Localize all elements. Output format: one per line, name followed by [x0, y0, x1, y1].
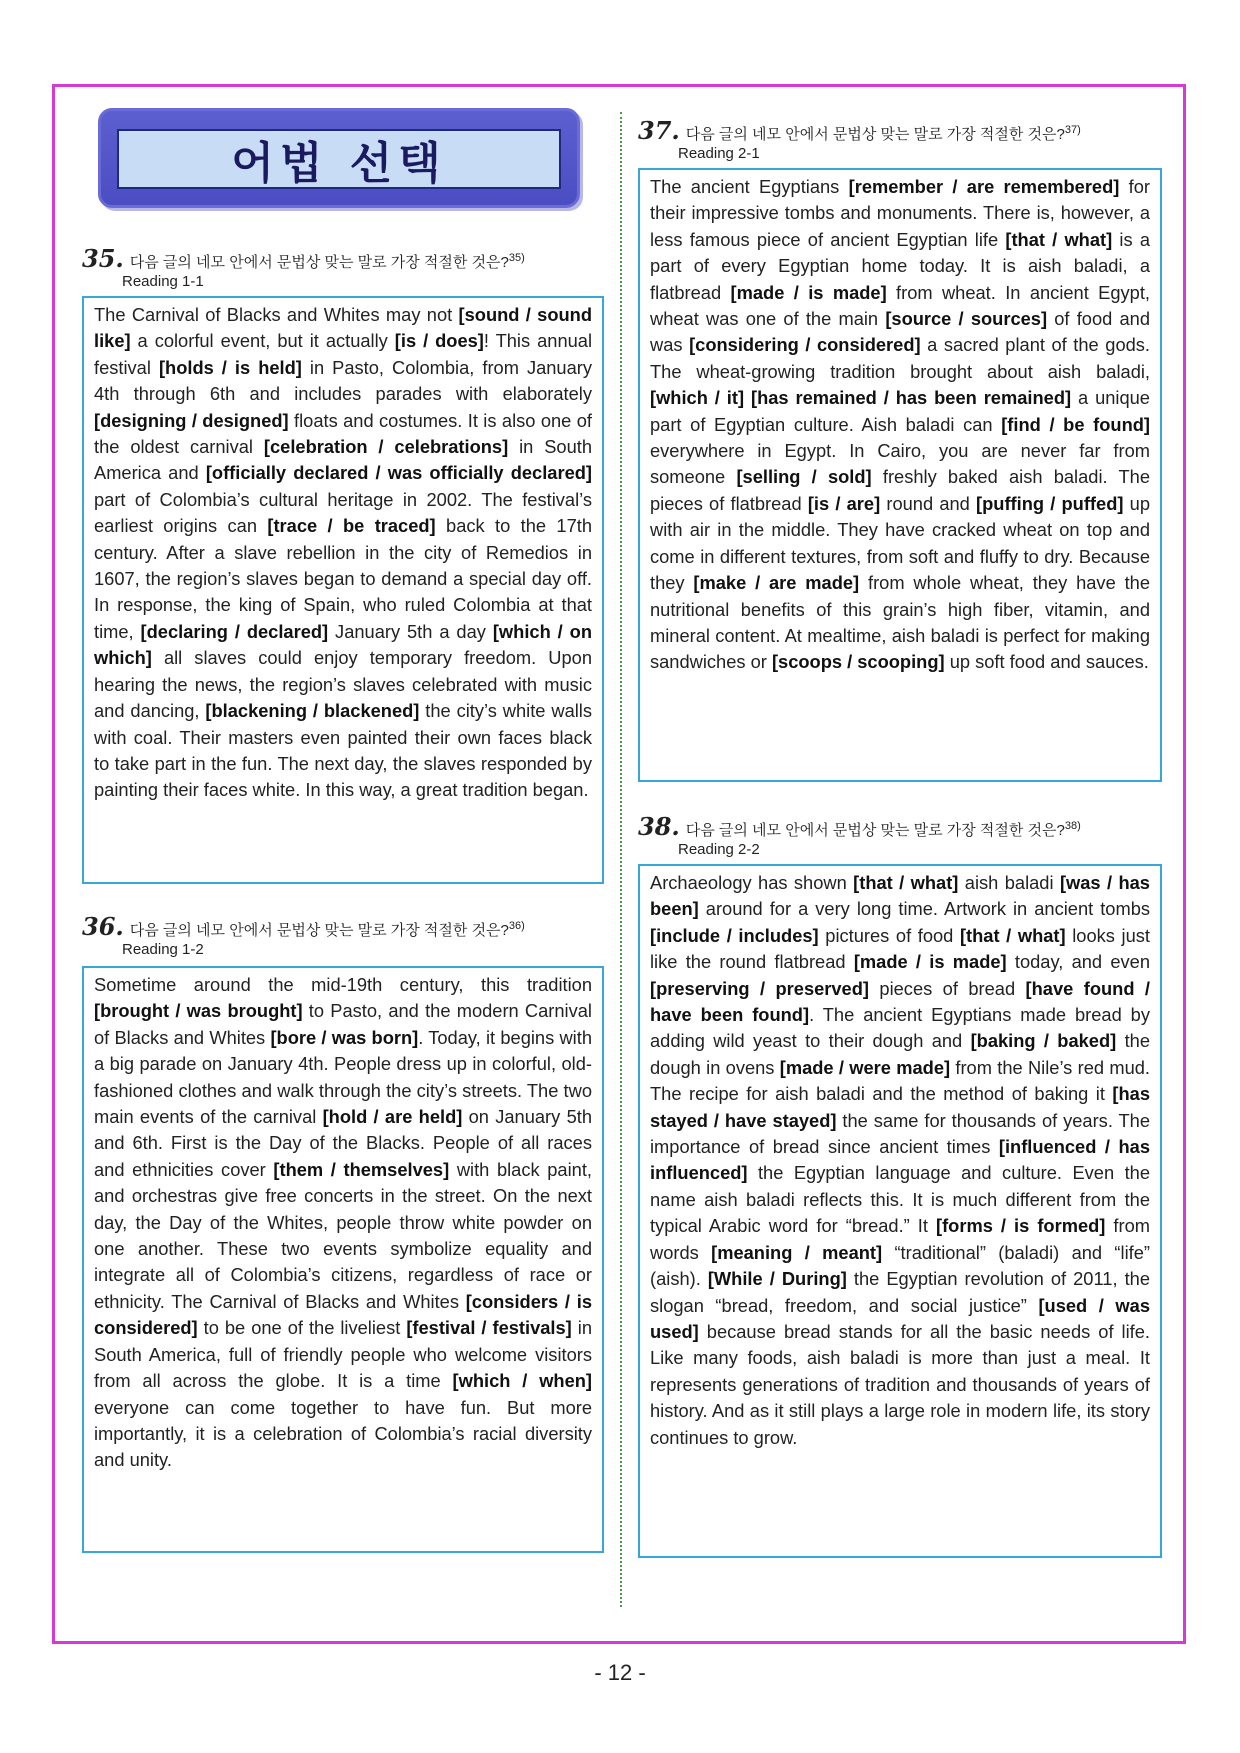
passage-text: on January 5th and 6th. First is the Day of the Blacks. People of all races and ethnicities cover [94, 1106, 592, 1180]
grammar-choice: [find / be found] [1001, 413, 1150, 435]
passage-text: part of Colombia’s cultural heritage in 2002. The festival’s earliest origins can [94, 488, 592, 537]
grammar-choice: [holds / is held] [158, 356, 302, 378]
grammar-choice: [festival / festivals] [406, 1317, 572, 1339]
grammar-choice: [that / what] [1005, 228, 1113, 250]
passage-text: a colorful event, but it actually [130, 330, 395, 352]
grammar-choice: [has stayed / have stayed] [650, 1083, 1150, 1131]
footnote-marker: 36) [508, 920, 525, 932]
grammar-choice: [bore / was born] [270, 1026, 419, 1048]
grammar-choice: [influenced / has influenced] [650, 1136, 1150, 1184]
question-instruction: 다음 글의 네모 안에서 문법상 맞는 말로 가장 적절한 것은? [129, 922, 509, 939]
passage-text: from whole wheat, they have the nutritional benefits of this grain’s high fiber, vitamin, and mineral content. At mealtime, aish baladi is perfect for making sandwiches or [650, 572, 1150, 673]
grammar-choice: [puffing / puffed] [976, 492, 1124, 514]
grammar-choice: [was / has been] [650, 872, 1150, 920]
question-number: 36. [82, 912, 124, 941]
grammar-choice: [made / is made] [730, 281, 887, 303]
question-38-header [638, 812, 1081, 858]
grammar-choice: [is / does] [394, 330, 484, 352]
page-number: - 12 - [594, 1660, 646, 1685]
passage-text: for their impressive tombs and monuments. There is, however, a less famous piece of ancient Egyptian life [650, 176, 1150, 250]
passage-text: The ancient Egyptians [650, 176, 849, 197]
passage-text: pieces of bread [868, 977, 1026, 999]
passage-text: of food and was [650, 308, 1150, 356]
grammar-choice: [considers / is considered] [94, 1290, 592, 1339]
passage-text: in South America and [94, 436, 593, 484]
grammar-choice: [that / what] [853, 872, 959, 893]
reading-label: Reading 2-2 [678, 841, 760, 858]
passage-text: because bread stands for all the basic needs of life. Like many foods, aish baladi is more than just a meal. It represents generations of tradition and thousands of years of history. And as it still plays a large role in modern life, its story continues to grow. [650, 1320, 1150, 1448]
grammar-choice: [selling / sold] [736, 466, 872, 488]
grammar-choice: [which / on which] [94, 620, 592, 669]
question-35-header [82, 244, 525, 290]
grammar-choice: [meaning / meant] [711, 1241, 883, 1263]
section-title-box [98, 108, 580, 208]
passage-text: ! This annual festival [94, 330, 593, 378]
passage-text: in Pasto, Colombia, from January 4th through 6th and includes parades with elaborately [94, 356, 592, 405]
question-number: 37. [638, 116, 680, 145]
question-number: 38. [638, 812, 680, 841]
grammar-choice: [celebration / celebrations] [263, 436, 509, 458]
footnote-marker: 35) [508, 252, 525, 264]
passage-box-36 [82, 966, 604, 1553]
passage-text: the Egyptian revolution of 2011, the slogan “bread, freedom, and social justice” [650, 1268, 1150, 1316]
passage-text: the dough in ovens [650, 1030, 1150, 1078]
question-instruction: 다음 글의 네모 안에서 문법상 맞는 말로 가장 적절한 것은? [685, 822, 1065, 839]
column-divider [620, 112, 622, 1607]
passage-text: around for a very long time. Artwork in ancient tombs [698, 898, 1150, 920]
passage-text: all slaves could enjoy temporary freedom. Upon hearing the news, the region’s slaves celebrated with music and dancing, [94, 647, 592, 722]
grammar-choice: [blackening / blackened] [205, 700, 420, 722]
passage-text: aish baladi [958, 872, 1060, 893]
grammar-choice: [baking / baked] [970, 1030, 1117, 1052]
question-37-header [638, 116, 1081, 162]
passage-box-38 [638, 864, 1162, 1558]
passage-text: the same for thousands of years. The importance of bread since ancient times [650, 1109, 1151, 1158]
passage-text: The Carnival of Blacks and Whites may not [94, 304, 459, 325]
grammar-choice: [is / are] [807, 492, 881, 514]
passage-text: floats and costumes. It is also one of the oldest carnival [94, 409, 592, 458]
grammar-choice: [have found / have been found] [650, 977, 1150, 1026]
passage-text: is a part of every Egyptian home today. It is aish baladi, a flatbread [650, 228, 1150, 303]
grammar-choice: [preserving / preserved] [650, 977, 869, 999]
passage-text: January 5th a day [328, 620, 493, 642]
grammar-choice: [used / was used] [650, 1294, 1150, 1342]
passage-text: round and [880, 492, 977, 514]
grammar-choice: [remember / are remembered] [848, 176, 1120, 197]
grammar-choice: [made / were made] [779, 1056, 951, 1078]
grammar-choice: [make / are made] [693, 572, 860, 594]
grammar-choice: [While / During] [707, 1268, 847, 1290]
question-instruction: 다음 글의 네모 안에서 문법상 맞는 말로 가장 적절한 것은? [129, 254, 509, 271]
passage-text: everyone can come together to have fun. But more importantly, it is a celebration of Colombia’s racial diversity and unity. [94, 1396, 592, 1471]
grammar-choice: [brought / was brought] [94, 1000, 303, 1022]
grammar-choice: [source / sources] [885, 308, 1048, 330]
passage-text: the city’s white walls with coal. Their masters even painted their own faces black to take part in the fun. The next day, the slaves responded by painting their faces white. In this way, a great tradition began. [94, 700, 592, 801]
reading-label: Reading 1-2 [122, 941, 204, 958]
passage-text: freshly baked aish baladi. The pieces of flatbread [650, 466, 1150, 514]
passage-text: Archaeology has shown [650, 872, 854, 893]
passage-text: “traditional” (baladi) and “life” (aish). [650, 1241, 1150, 1290]
footnote-marker: 38) [1064, 820, 1081, 832]
passage-text: today, and even [1006, 951, 1151, 973]
section-title-inner [117, 129, 561, 189]
passage-text: in South America, full of friendly people who welcome visitors from all across the globe. It is a time [94, 1317, 592, 1392]
grammar-choice: [scoops / scooping] [771, 651, 945, 673]
passage-text: looks just like the round flatbread [650, 924, 1150, 973]
grammar-choice: [that / what] [959, 924, 1066, 946]
reading-label: Reading 1-1 [122, 273, 204, 290]
grammar-choice: [made / is made] [853, 951, 1007, 973]
passage-text: pictures of food [818, 924, 960, 946]
passage-box-35 [82, 296, 604, 884]
passage-text [744, 387, 751, 408]
passage-text: everywhere in Egypt. In Cairo, you are never far from someone [650, 440, 1150, 488]
grammar-choice: [them / themselves] [273, 1158, 450, 1180]
passage-box-37 [638, 168, 1162, 782]
passage-text: . Today, it begins with a big parade on January 4th. People dress up in colorful, old-fashioned clothes and walk through the city’s streets. The two main events of the carnival [94, 1026, 592, 1128]
question-instruction: 다음 글의 네모 안에서 문법상 맞는 말로 가장 적절한 것은? [685, 126, 1065, 143]
passage-text: to be one of the liveliest [197, 1317, 407, 1339]
grammar-choice: [include / includes] [650, 924, 819, 946]
passage-text: back to the 17th century. After a slave rebellion in the city of Remedios in 1607, the region’s slaves began to demand a special day off. In response, the king of Spain, who ruled Colombia at that time, [94, 515, 592, 642]
passage-text: from the Nile’s red mud. The recipe for aish baladi and the method of baking it [650, 1056, 1150, 1105]
passage-text: to Pasto, and the modern Carnival of Blacks and Whites [94, 1000, 592, 1048]
passage-text: from wheat. In ancient Egypt, wheat was one of the main [650, 281, 1150, 330]
grammar-choice: [declaring / declared] [140, 620, 329, 642]
passage-text: up with air in the middle. They have cracked wheat on top and come in different textures, from soft and fluffy to dry. Because they [650, 492, 1150, 594]
grammar-choice: [hold / are held] [322, 1106, 463, 1128]
passage-text: . The ancient Egyptians made bread by adding wild yeast to their dough and [650, 1004, 1150, 1052]
passage-text: a unique part of Egyptian culture. Aish baladi can [650, 387, 1150, 435]
section-title: 어법 선택 [231, 138, 447, 189]
reading-label: Reading 2-1 [678, 145, 760, 162]
passage-text: a sacred plant of the gods. The wheat-growing tradition brought about aish baladi, [650, 334, 1150, 382]
grammar-choice: [trace / be traced] [267, 515, 436, 537]
passage-text: with black paint, and orchestras give free concerts in the street. On the next day, the Day of the Whites, people throw white powder on one another. These two events symbolize equality and integrate all of Colombia’s citizens, regardless of race or ethnicity. The Carnival of Blacks and Whites [94, 1158, 592, 1312]
grammar-choice: [officially declared / was officially declared] [205, 462, 592, 484]
grammar-choice: [which / it] [650, 387, 745, 409]
grammar-choice: [sound / sound like] [94, 304, 592, 352]
question-number: 35. [82, 244, 124, 273]
grammar-choice: [which / when] [452, 1370, 593, 1392]
grammar-choice: [designing / designed] [94, 409, 289, 431]
grammar-choice: [forms / is formed] [936, 1215, 1106, 1237]
passage-text: up soft food and sauces. [944, 651, 1149, 673]
footnote-marker: 37) [1064, 124, 1081, 136]
passage-text: the Egyptian language and culture. Even the name aish baladi reflects this. It is much different from the typical Arabic word for “bread.” It [650, 1162, 1150, 1237]
passage-text: Sometime around the mid-19th century, this tradition [94, 974, 592, 995]
question-36-header [82, 912, 525, 958]
grammar-choice: [considering / considered] [689, 334, 921, 356]
grammar-choice: [has remained / has been remained] [750, 387, 1072, 409]
passage-text: from words [650, 1215, 1150, 1263]
